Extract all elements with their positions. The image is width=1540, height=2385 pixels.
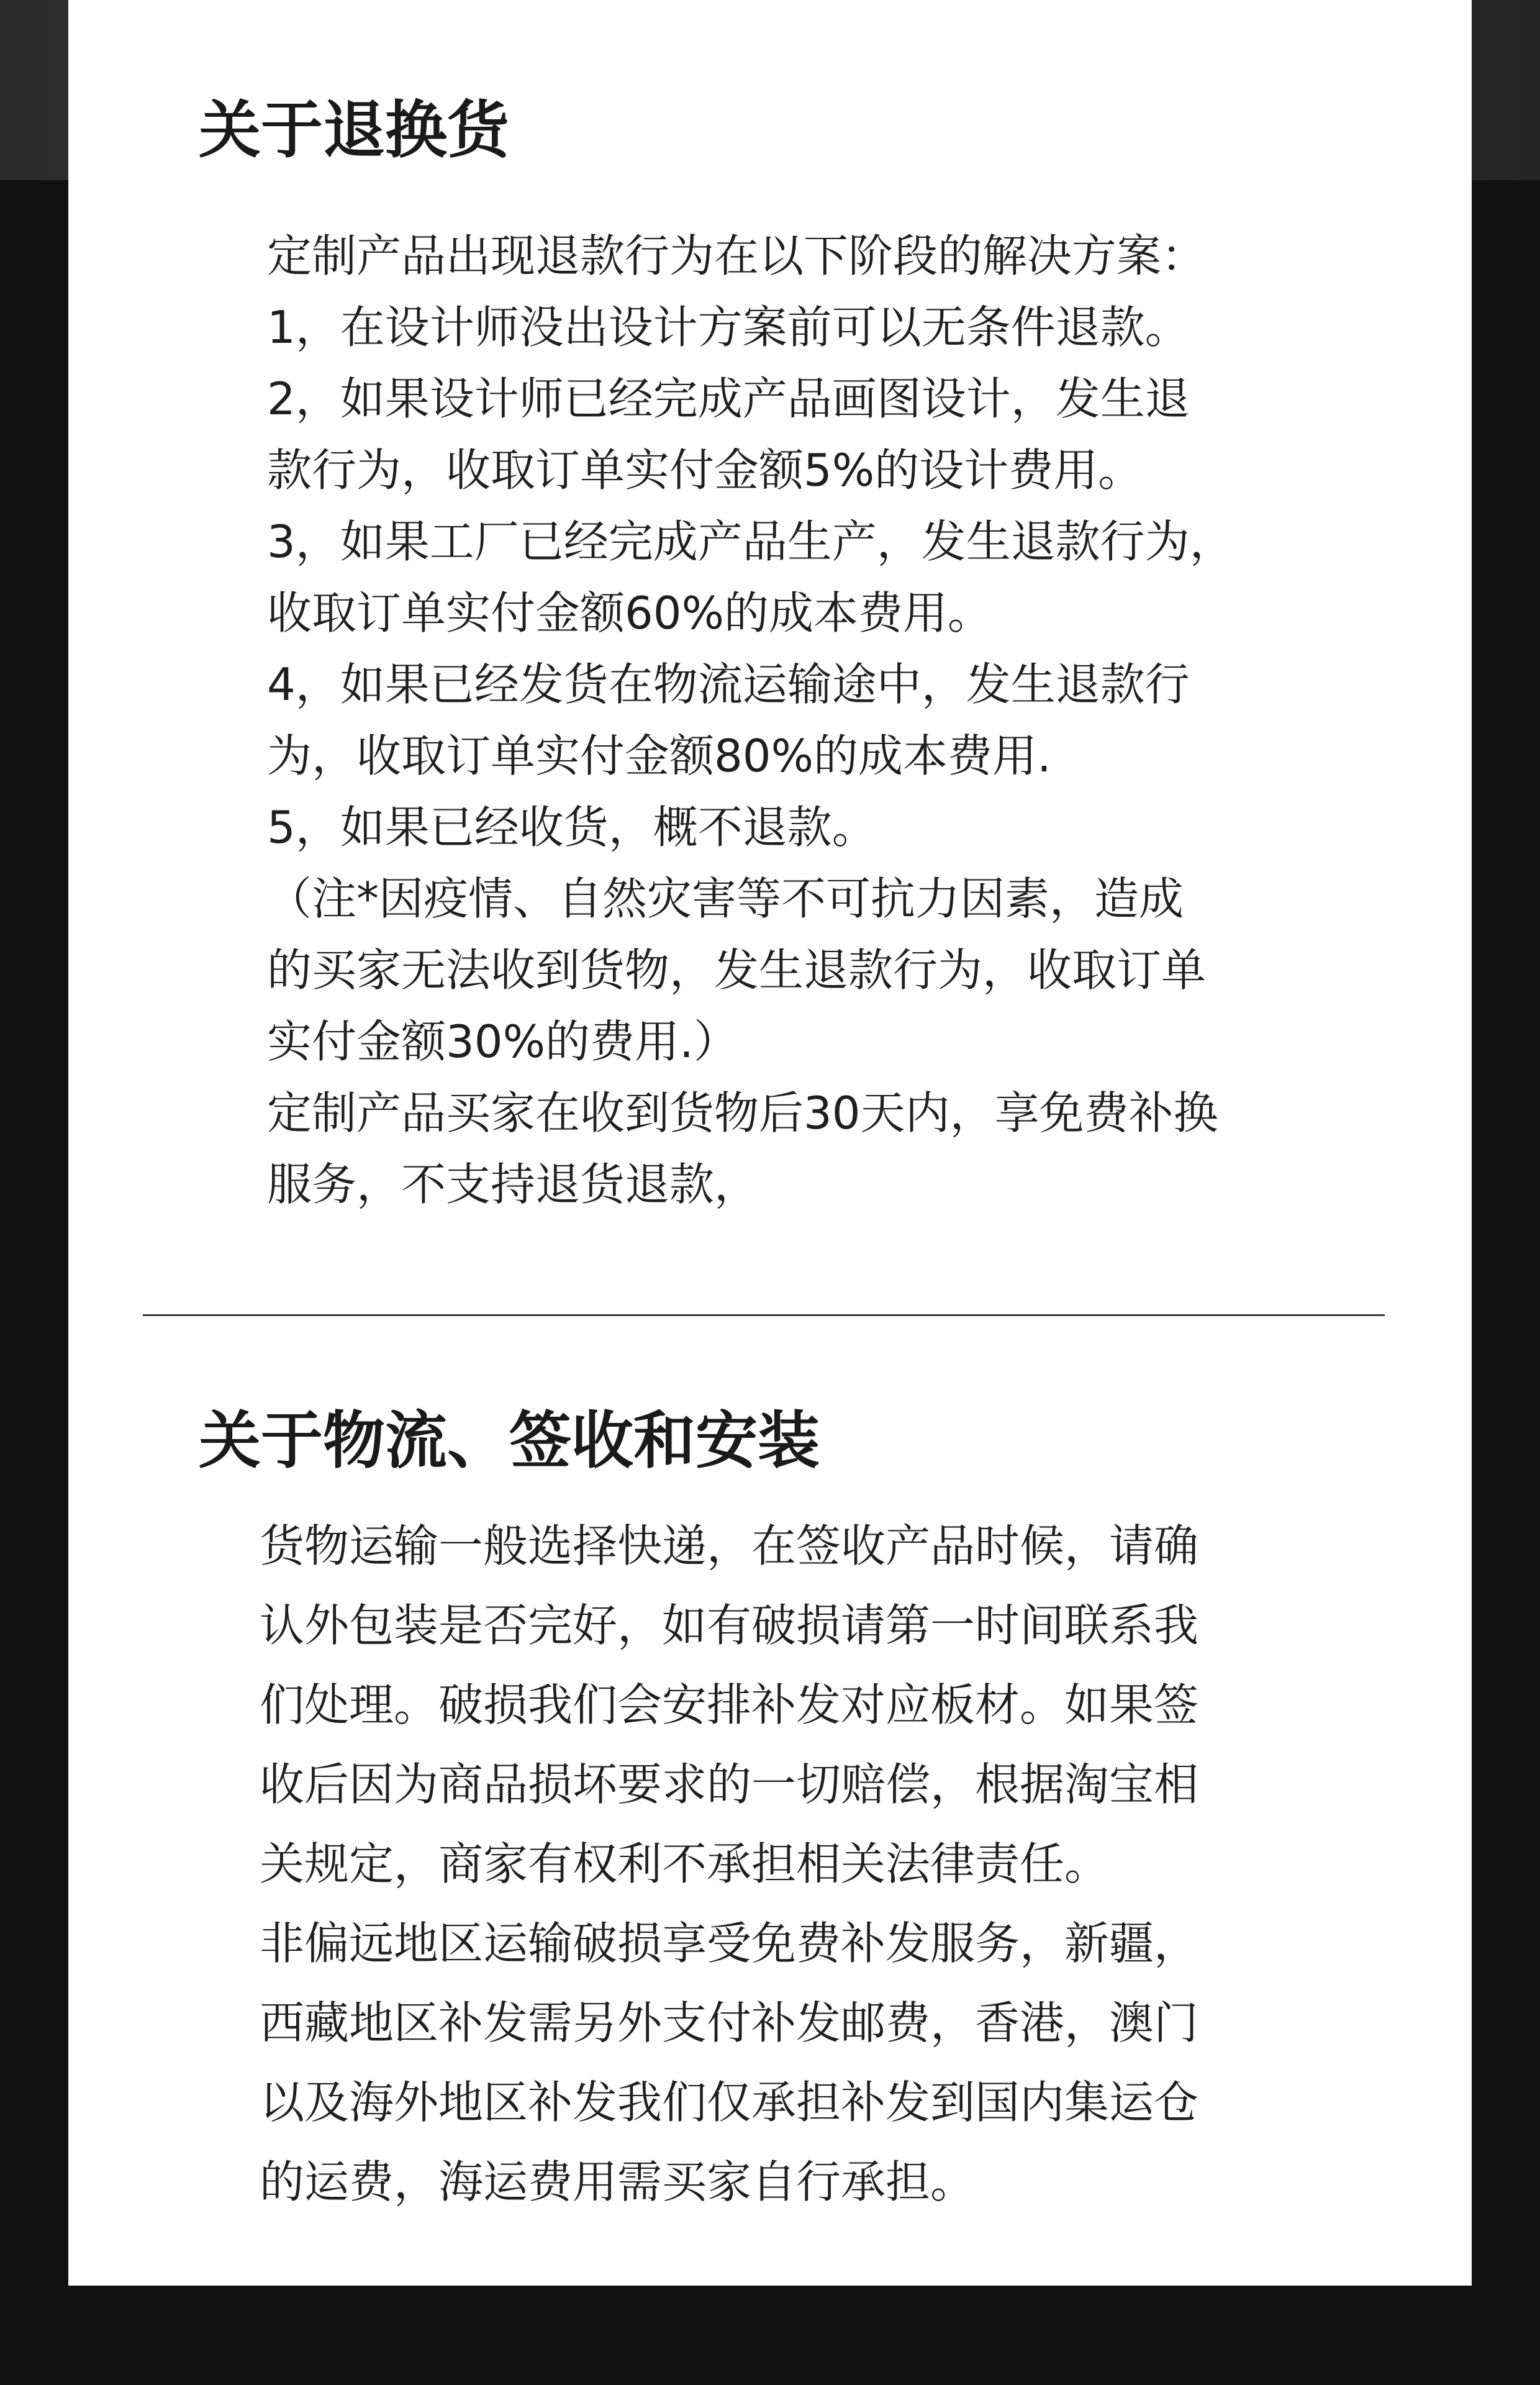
logistics-line: 认外包装是否完好，如有破损请第一时间联系我 bbox=[260, 1599, 1199, 1651]
returns-line: 1，在设计师没出设计方案前可以无条件退款。 bbox=[267, 301, 1190, 353]
logistics-line: 非偏远地区运输破损享受免费补发服务，新疆， bbox=[260, 1917, 1199, 1969]
returns-line: 定制产品出现退款行为在以下阶段的解决方案： bbox=[267, 230, 1207, 282]
returns-line: 款行为，收取订单实付金额5%的设计费用。 bbox=[267, 444, 1143, 496]
returns-line: 2，如果设计师已经完成产品画图设计，发生退 bbox=[267, 373, 1190, 425]
logistics-line: 们处理。破损我们会安排补发对应板材。如果签 bbox=[260, 1679, 1199, 1731]
returns-line: 收取订单实付金额60%的成本费用。 bbox=[267, 587, 993, 639]
logistics-line: 收后因为商品损坏要求的一切赔偿，根据淘宝相 bbox=[260, 1758, 1199, 1810]
logistics-policy-text bbox=[260, 1506, 1198, 2222]
returns-line: （注*因疫情、自然灾害等不可抗力因素，造成 bbox=[267, 873, 1184, 925]
logistics-line: 以及海外地区补发我们仅承担补发到国内集运仓 bbox=[260, 2076, 1199, 2128]
policy-card bbox=[68, 0, 1472, 2286]
returns-line: 实付金额30%的费用.） bbox=[267, 1015, 738, 1068]
logistics-line: 的运费，海运费用需买家自行承担。 bbox=[260, 2156, 976, 2208]
returns-line: 3，如果工厂已经完成产品生产，发生退款行为， bbox=[267, 516, 1234, 568]
returns-line: 定制产品买家在收到货物后30天内，享免费补换 bbox=[267, 1087, 1218, 1139]
logistics-line: 货物运输一般选择快递，在签收产品时候，请确 bbox=[260, 1520, 1199, 1572]
returns-line: 4，如果已经发货在物流运输途中，发生退款行 bbox=[267, 658, 1190, 711]
returns-line: 为，收取订单实付金额80%的成本费用. bbox=[267, 730, 1051, 782]
section-divider bbox=[143, 1314, 1385, 1316]
logistics-line: 西藏地区补发需另外支付补发邮费，香港，澳门 bbox=[260, 1997, 1199, 2049]
returns-policy-text bbox=[267, 220, 1234, 1220]
logistics-line: 关规定，商家有权利不承担相关法律责任。 bbox=[260, 1838, 1110, 1890]
returns-line: 5，如果已经收货，概不退款。 bbox=[267, 801, 877, 853]
logistics-heading: 关于物流、签收和安装 bbox=[199, 1404, 820, 1477]
returns-heading: 关于退换货 bbox=[199, 94, 509, 166]
returns-line: 服务，不支持退货退款， bbox=[267, 1158, 759, 1211]
returns-line: 的买家无法收到货物，发生退款行为，收取订单 bbox=[267, 944, 1207, 996]
